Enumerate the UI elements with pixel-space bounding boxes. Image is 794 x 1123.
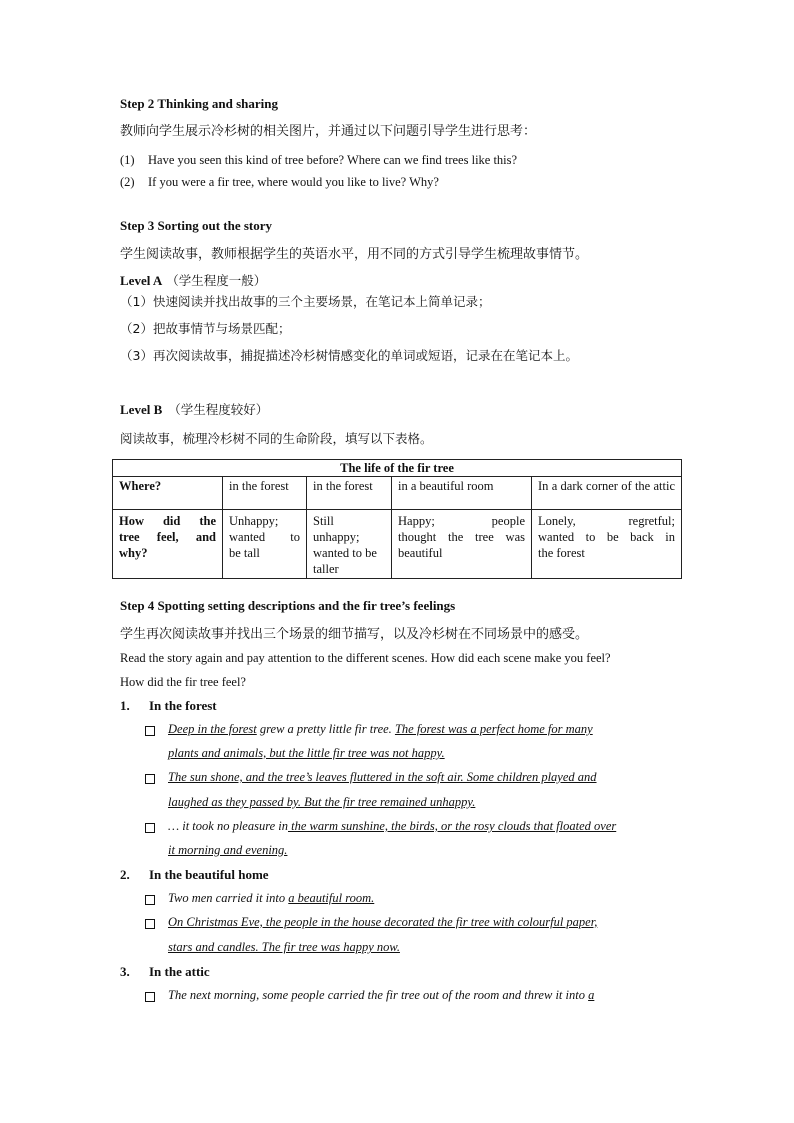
feel-line: taller <box>313 562 339 576</box>
evidence-text: … it took no pleasure in <box>168 819 289 833</box>
where-cell: in a beautiful room <box>392 477 532 510</box>
evidence-line <box>168 819 616 834</box>
step2-question-text: If you were a fir tree, where would you like to live? Why? <box>148 175 439 189</box>
step3-intro: 学生阅读故事，教师根据学生的英语水平，用不同的方式引导学生梳理故事情节。 <box>120 247 589 262</box>
evidence-text: Two men carried it into <box>168 891 289 905</box>
where-cell <box>532 477 682 510</box>
feel-line: beautiful <box>398 546 443 560</box>
step3-heading: Step 3 Sorting out the story <box>120 218 273 233</box>
feel-line: thought the tree was <box>398 530 525 544</box>
feel-label-line: why? <box>119 546 148 560</box>
step4-intro-en: How did the fir tree feel? <box>120 675 246 689</box>
feel-cell <box>223 510 307 579</box>
step2-question-num: (1) <box>120 153 135 167</box>
checkbox-icon[interactable] <box>145 895 155 905</box>
step2-question-num: (2) <box>120 175 135 189</box>
step2-heading: Step 2 Thinking and sharing <box>120 96 278 111</box>
evidence-underlined: Deep in the forest <box>168 722 257 736</box>
feel-line: unhappy; <box>313 530 360 544</box>
level-b-label: Level B <box>120 402 163 417</box>
checkbox-icon[interactable] <box>145 992 155 1002</box>
evidence-text: grew a pretty little fir tree. <box>256 722 395 736</box>
feel-cell <box>532 510 682 579</box>
level-a-item: （3）再次阅读故事，捕捉描述冷杉树情感变化的单词或短语，记录在在笔记本上。 <box>120 348 578 363</box>
checkbox-icon[interactable] <box>145 726 155 736</box>
where-label-cell: Where? <box>113 477 223 510</box>
evidence-line <box>168 891 374 906</box>
evidence-underlined: the warm sunshine, the birds, or the rosy clouds that floated over <box>288 819 617 833</box>
checkbox-icon[interactable] <box>145 823 155 833</box>
level-b-instruction: 阅读故事，梳理冷杉树不同的生命阶段，填写以下表格。 <box>120 431 433 446</box>
section-number: 1. <box>120 698 130 713</box>
table-title: The life of the fir tree <box>113 460 682 477</box>
table-row <box>113 477 682 510</box>
fir-tree-life-table <box>112 459 682 579</box>
level-a-note: （学生程度一般） <box>166 273 267 288</box>
level-b-note: （学生程度较好） <box>168 402 269 417</box>
feel-line: Lonely, regretful; <box>538 514 676 528</box>
evidence-line: stars and candles. The fir tree was happy now. <box>168 940 400 954</box>
feel-line: Still <box>313 514 334 528</box>
step2-question-text: Have you seen this kind of tree before? Where can we find trees like this? <box>148 153 518 167</box>
where-cell-line: In a dark corner of the attic <box>538 479 676 493</box>
evidence-line <box>168 988 594 1003</box>
where-cell: in the forest <box>307 477 392 510</box>
where-cell: in the forest <box>223 477 307 510</box>
section-title: In the forest <box>149 698 217 713</box>
level-a-item: （2）把故事情节与场景匹配； <box>120 321 291 336</box>
evidence-line: On Christmas Eve, the people in the house decorated the fir tree with colourful paper, <box>168 915 598 929</box>
step2-intro: 教师向学生展示冷杉树的相关图片，并通过以下问题引导学生进行思考： <box>120 124 537 139</box>
step4-heading: Step 4 Spotting setting descriptions and the fir tree’s feelings <box>120 598 456 613</box>
feel-label-line: How did the <box>119 514 216 528</box>
checkbox-icon[interactable] <box>145 919 155 929</box>
feel-line: Happy; people <box>398 514 525 528</box>
checkbox-icon[interactable] <box>145 774 155 784</box>
evidence-underlined: The forest was a perfect home for many <box>394 722 593 736</box>
feel-line: wanted to <box>229 530 300 544</box>
step4-intro-zh: 学生再次阅读故事并找出三个场景的细节描写，以及冷杉树在不同场景中的感受。 <box>120 627 589 642</box>
evidence-underlined: a <box>588 988 595 1002</box>
level-a-item: （1）快速阅读并找出故事的三个主要场景，在笔记本上简单记录； <box>120 294 491 309</box>
evidence-line: The sun shone, and the tree’s leaves fluttered in the soft air. Some children played and <box>168 770 597 784</box>
feel-cell <box>307 510 392 579</box>
section-number: 3. <box>120 964 130 979</box>
feel-label-line: tree feel, and <box>119 530 216 544</box>
evidence-underlined: a beautiful room. <box>288 891 375 905</box>
evidence-line <box>168 722 593 737</box>
evidence-line: plants and animals, but the little fir tree was not happy. <box>168 746 445 760</box>
feel-line: be tall <box>229 546 260 560</box>
feel-line: wanted to be back in <box>538 530 676 544</box>
section-title: In the attic <box>149 964 210 979</box>
section-title: In the beautiful home <box>149 867 269 882</box>
level-b-line <box>120 400 268 419</box>
feel-line: the forest <box>538 546 585 560</box>
feel-line: wanted to be <box>313 546 377 560</box>
evidence-line: it morning and evening. <box>168 843 288 857</box>
step4-intro-en: Read the story again and pay attention to the different scenes. How did each scene make you feel? <box>120 651 611 665</box>
evidence-line: laughed as they passed by. But the fir tree remained unhappy. <box>168 795 476 809</box>
feel-line: Unhappy; <box>229 514 279 528</box>
evidence-text: The next morning, some people carried the fir tree out of the room and threw it into <box>168 988 589 1002</box>
table-title-row <box>113 460 682 477</box>
section-number: 2. <box>120 867 130 882</box>
level-a-label: Level A <box>120 273 163 288</box>
feel-cell <box>392 510 532 579</box>
table-row <box>113 510 682 579</box>
feel-label-cell <box>113 510 223 579</box>
level-a-line <box>120 271 266 290</box>
